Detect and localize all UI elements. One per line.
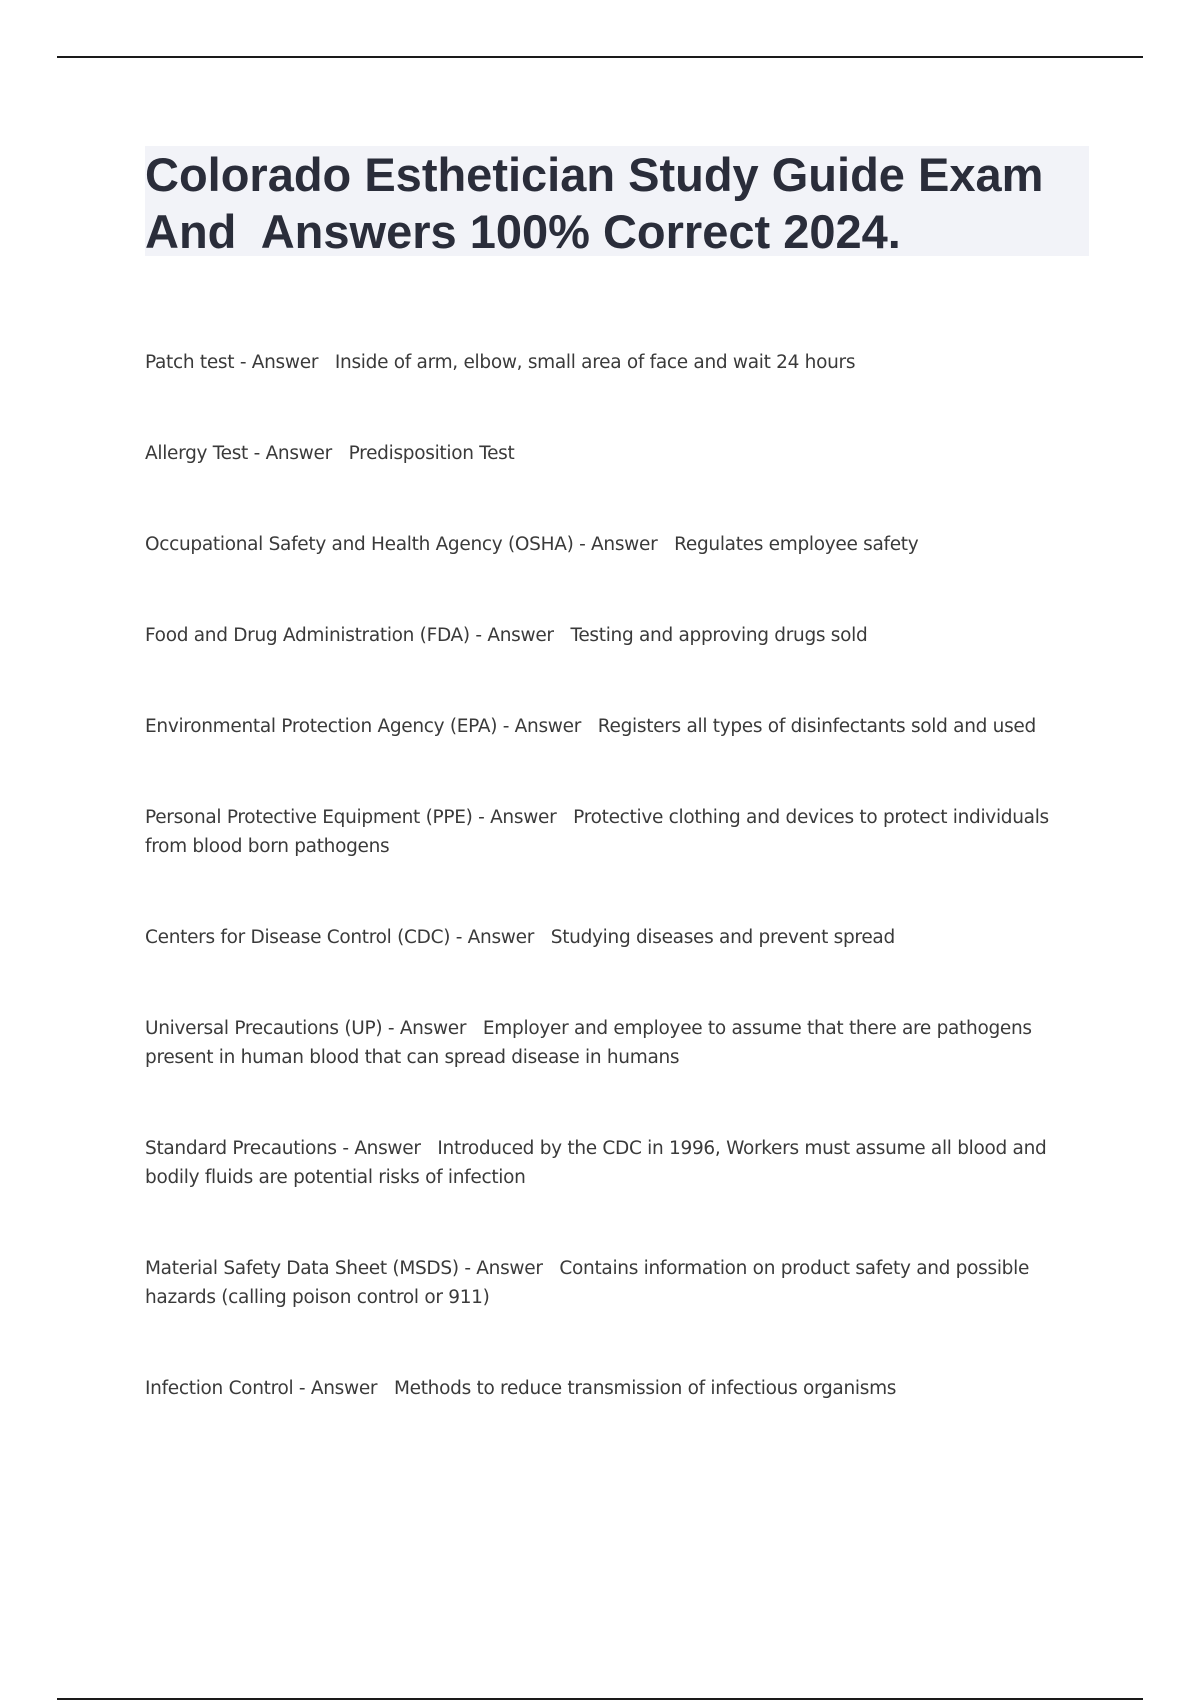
qa-answer-label: Answer	[310, 1378, 378, 1399]
qa-answer-label: Answer	[399, 1018, 467, 1039]
title-line-2: And Answers 100% Correct 2024.	[145, 205, 901, 258]
qa-term: Environmental Protection Agency (EPA)	[145, 716, 498, 737]
qa-term: Patch test	[145, 352, 235, 373]
qa-term: Standard Precautions	[145, 1138, 337, 1159]
qa-answer-label: Answer	[487, 625, 554, 646]
qa-item: Material Safety Data Sheet (MSDS) - Answer Contains information on product safety and possible hazards (calling poison control or 911)	[145, 1258, 1030, 1308]
qa-answer: Studying diseases and prevent spread	[550, 927, 895, 948]
qa-answer: Methods to reduce transmission of infectious organisms	[393, 1378, 897, 1399]
qa-item: Personal Protective Equipment (PPE) - Answer Protective clothing and devices to protect individuals from blood born pathogens	[145, 807, 1049, 857]
qa-term: Material Safety Data Sheet (MSDS)	[145, 1258, 459, 1279]
qa-item: Occupational Safety and Health Agency (OSHA) - Answer Regulates employee safety	[145, 534, 919, 555]
qa-item: Allergy Test - Answer Predisposition Test	[145, 443, 515, 464]
qa-answer: Regulates employee safety	[674, 534, 919, 555]
qa-term: Occupational Safety and Health Agency (OSHA)	[145, 534, 574, 555]
qa-answer-label: Answer	[476, 1258, 543, 1279]
qa-answer-label: Answer	[265, 443, 332, 464]
qa-answer-label: Answer	[354, 1138, 421, 1159]
qa-answer: Testing and approving drugs sold	[570, 625, 868, 646]
title-line-1: Colorado Esthetician Study Guide Exam	[145, 148, 1044, 201]
qa-answer-label: Answer	[490, 807, 557, 828]
qa-list	[145, 348, 1075, 1465]
qa-term: Allergy Test	[145, 443, 249, 464]
document-title	[145, 146, 1089, 260]
qa-item: Universal Precautions (UP) - Answer Employer and employee to assume that there are pathogens present in human blood that can spread disease in humans	[145, 1018, 1032, 1068]
qa-term: Infection Control	[145, 1378, 294, 1399]
top-rule	[57, 56, 1143, 58]
qa-answer-label: Answer	[514, 716, 582, 737]
qa-answer: Predisposition Test	[348, 443, 515, 464]
qa-item: Patch test - Answer Inside of arm, elbow, small area of face and wait 24 hours	[145, 352, 856, 373]
qa-term: Centers for Disease Control (CDC)	[145, 927, 451, 948]
qa-answer: Contains information on product safety and possible hazards (calling poison control or 911)	[145, 1258, 1030, 1308]
qa-answer: Inside of arm, elbow, small area of face and wait 24 hours	[334, 352, 856, 373]
qa-answer: Employer and employee to assume that there are pathogens present in human blood that can spread disease in humans	[145, 1018, 1032, 1068]
qa-answer-label: Answer	[591, 534, 658, 555]
qa-answer-label: Answer	[467, 927, 535, 948]
qa-item: Centers for Disease Control (CDC) - Answer Studying diseases and prevent spread	[145, 927, 895, 948]
qa-term: Universal Precautions (UP)	[145, 1018, 383, 1039]
qa-answer-label: Answer	[251, 352, 319, 373]
qa-item: Infection Control - Answer Methods to reduce transmission of infectious organisms	[145, 1378, 897, 1399]
qa-answer: Introduced by the CDC in 1996, Workers must assume all blood and bodily fluids are potential risks of infection	[145, 1138, 1047, 1188]
qa-answer: Protective clothing and devices to protect individuals from blood born pathogens	[145, 807, 1049, 857]
qa-answer: Registers all types of disinfectants sold and used	[597, 716, 1036, 737]
qa-term: Personal Protective Equipment (PPE)	[145, 807, 473, 828]
qa-item: Food and Drug Administration (FDA) - Answer Testing and approving drugs sold	[145, 625, 868, 646]
qa-item: Standard Precautions - Answer Introduced by the CDC in 1996, Workers must assume all blood and bodily fluids are potential risks of infection	[145, 1138, 1047, 1188]
qa-item: Environmental Protection Agency (EPA) - Answer Registers all types of disinfectants sold and used	[145, 716, 1036, 737]
qa-term: Food and Drug Administration (FDA)	[145, 625, 470, 646]
